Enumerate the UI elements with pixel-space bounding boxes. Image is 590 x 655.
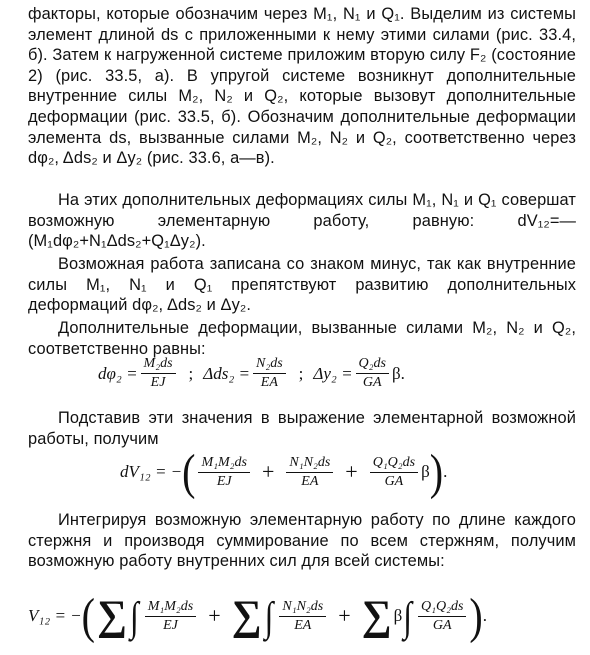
eq2-fraction-3 — [370, 455, 418, 490]
eq3-sum-3: ∑ — [361, 593, 392, 639]
eq2-num-3: Q₁Q₂ds — [370, 455, 418, 473]
eq3-num-3: Q₁Q₂ds — [418, 599, 466, 617]
eq3-integral-2: ∫ — [264, 592, 274, 640]
eq3-fraction-3 — [418, 599, 466, 634]
eq3-den-1: EJ — [163, 617, 178, 633]
eq3-fraction-2 — [279, 599, 326, 634]
eq2-den-2: EA — [301, 473, 319, 489]
eq1-num-1: M₂ds — [141, 356, 176, 374]
equation-elementary-work — [120, 443, 448, 500]
eq1-den-1: EJ — [150, 375, 166, 390]
eq1-separator-1: ; — [188, 363, 194, 383]
eq3-plus-2: + — [338, 603, 351, 628]
eq2-lhs: dV₁₂ = − — [120, 462, 183, 481]
eq2-plus-2: + — [345, 459, 358, 484]
eq3-beta: β — [393, 606, 403, 625]
eq2-den-3: GA — [384, 473, 404, 489]
eq1-fraction-1 — [141, 356, 176, 391]
eq2-den-1: EJ — [216, 473, 232, 489]
eq2-plus-1: + — [262, 459, 275, 484]
paragraph-4: Дополнительные деформации, вызванные силами M₂, N₂ и Q₂, соответственно равны: — [28, 319, 576, 358]
paragraph-2: На этих дополнительных деформациях силы M₁, N₁ и Q₁ совершат возможную элементарную работу, равную: dV₁₂=—(M₁dφ₂+N₁Δds₂+Q₁Δy₂). — [28, 191, 576, 251]
eq2-fraction-1 — [198, 455, 250, 490]
eq1-num-3: Q₂ds — [356, 356, 389, 374]
eq3-sum-1: ∑ — [96, 593, 127, 639]
eq3-sum-2: ∑ — [231, 593, 262, 639]
equation-deformations — [98, 356, 405, 391]
paragraph-1: факторы, которые обозначим через M₁, N₁ и Q₁. Выделим из системы элемент длиной ds с приложенными к нему этими силами (рис. 33.4, б). Затем к нагруженной системе приложим вторую силу F₂ (состояние 2) (рис. 33.5, а). В упругой системе возникнут дополнительные внутренние силы M₂, N₂ и Q₂, которые вызовут дополнительные деформации (рис. 33.5, б). Обозначим дополнительные деформации элемента ds, вызванные силами M₂, N₂ и Q₂, соответственно через dφ₂, Δds₂ и Δy₂ (рис. 33.6, а—в). — [28, 5, 576, 168]
eq2-fraction-2 — [286, 455, 333, 490]
eq1-tail: β. — [391, 363, 405, 383]
eq3-den-3: GA — [432, 617, 452, 633]
eq3-integral-1: ∫ — [129, 592, 139, 640]
eq3-num-1: M₁M₂ds — [145, 599, 197, 617]
eq3-den-2: EA — [294, 617, 312, 633]
eq3-integral-3: ∫ — [403, 592, 413, 640]
eq2-end: . — [443, 462, 448, 481]
paragraph-3: Возможная работа записана со знаком минус, так как внутренние силы M₁, N₁ и Q₁ препятствуют развитию дополнительных деформаций dφ₂, Δds₂ и Δy₂. — [28, 255, 576, 315]
eq1-den-3: GA — [362, 375, 382, 390]
eq3-close-paren: ) — [469, 587, 483, 644]
paragraph-6: Интегрируя возможную элементарную работу по длине каждого стержня и производя суммирование по всем стержням, получим возможную работу внутренних сил для всей системы: — [28, 511, 576, 571]
eq2-open-paren: ( — [182, 443, 196, 500]
eq1-fraction-3 — [356, 356, 389, 391]
eq2-close-paren: ) — [429, 443, 444, 500]
eq2-num-1: M₁M₂ds — [198, 455, 250, 473]
eq1-lhs-2: Δds₂ = — [203, 363, 250, 383]
eq3-plus-1: + — [208, 603, 221, 628]
eq1-num-2: N₂ds — [253, 356, 286, 374]
eq1-den-2: EA — [260, 375, 278, 390]
eq1-lhs-1: dφ₂ = — [98, 363, 138, 383]
eq3-end: . — [482, 606, 487, 625]
eq3-lhs: V₁₂ = − — [28, 606, 82, 625]
eq2-num-2: N₁N₂ds — [286, 455, 333, 473]
eq3-num-2: N₁N₂ds — [279, 599, 326, 617]
eq3-open-paren: ( — [81, 587, 95, 644]
eq2-beta: β — [421, 462, 430, 481]
eq1-fraction-2 — [253, 356, 286, 391]
paragraph-5: Подставив эти значения в выражение элементарной возможной работы, получим — [28, 409, 576, 448]
eq3-fraction-1 — [145, 599, 197, 634]
eq1-separator-2: ; — [298, 363, 304, 383]
equation-total-work — [28, 587, 487, 644]
eq1-lhs-3: Δy₂ = — [313, 363, 353, 383]
